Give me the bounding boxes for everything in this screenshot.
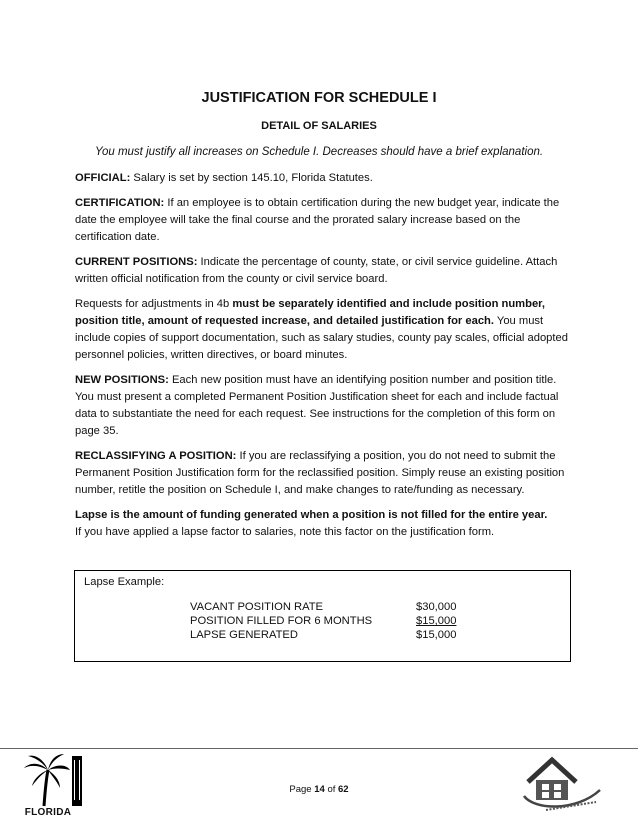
property-tax-logo: [516, 752, 606, 812]
new-positions-paragraph: [75, 372, 570, 440]
reclassifying-text: If you are reclassifying a position, you do not need to submit the Permanent Position Justification form for the reclassified position. Simply reuse an existing position number, retitle the position on Schedule I, and make changes to rate/funding as necessary.: [75, 450, 565, 496]
lapse-example-title: Lapse Example:: [84, 576, 165, 588]
certification-text: If an employee is to obtain certification during the new budget year, indicate the date the employee will take the final course and the prorated salary increase based on the certification date.: [75, 197, 560, 243]
house-icon: [516, 752, 606, 812]
lapse-row-label: LAPSE GENERATED: [190, 629, 298, 641]
lapse-bold: Lapse is the amount of funding generated when a position is not filled for the entire year.: [75, 509, 548, 521]
footer-divider: [0, 748, 638, 749]
adjustments-text-before: Requests for adjustments in 4b: [75, 298, 233, 310]
current-positions-paragraph: [75, 254, 570, 288]
official-label: OFFICIAL:: [75, 172, 131, 184]
lapse-row-label: VACANT POSITION RATE: [190, 601, 324, 613]
lapse-row-value: $30,000: [416, 601, 457, 613]
page-subtitle: DETAIL OF SALARIES: [261, 120, 377, 132]
reclassifying-paragraph: [75, 448, 570, 499]
certification-paragraph: [75, 195, 570, 246]
page-current: 14: [314, 784, 325, 795]
lapse-example-box: [74, 570, 571, 662]
lapse-row: [190, 629, 520, 643]
lapse-row-value: $15,000: [416, 615, 457, 627]
adjustments-paragraph: [75, 296, 570, 364]
florida-logo-text: FLORIDA: [24, 807, 72, 818]
palm-tree-icon: [22, 752, 84, 808]
intro-instruction: You must justify all increases on Schedule I. Decreases should have a brief explanation.: [94, 146, 544, 158]
new-positions-label: NEW POSITIONS:: [75, 374, 169, 386]
adjustments-bold: must be separately identified and include position number, position title, amount of requested increase, and detailed justification for each.: [75, 298, 546, 327]
lapse-paragraph: [75, 507, 570, 541]
new-positions-text: Each new position must have an identifying position number and position title. You must present a completed Permanent Position Justification sheet for each and include factual data to substantiate the need for each request. See instructions for the completion of this form on page 35.: [75, 374, 559, 437]
adjustments-text-after: You must include copies of support documentation, such as salary studies, county pay scales, official adopted personnel policies, written directives, or board minutes.: [75, 315, 568, 361]
page-total: 62: [338, 784, 349, 795]
page-prefix: Page: [289, 784, 315, 795]
reclassifying-label: RECLASSIFYING A POSITION:: [75, 450, 237, 462]
official-text: Salary is set by section 145.10, Florida Statutes.: [130, 172, 373, 184]
official-paragraph: [75, 170, 570, 187]
lapse-row-value: $15,000: [416, 629, 457, 641]
lapse-row: [190, 615, 520, 629]
lapse-row: [190, 601, 520, 615]
lapse-text: If you have applied a lapse factor to salaries, note this factor on the justification form.: [75, 526, 495, 538]
current-positions-label: CURRENT POSITIONS:: [75, 256, 198, 268]
page-of: of: [324, 784, 339, 795]
page-title: JUSTIFICATION FOR SCHEDULE I: [201, 90, 437, 106]
lapse-row-label: POSITION FILLED FOR 6 MONTHS: [190, 615, 373, 627]
document-body: [75, 170, 570, 549]
certification-label: CERTIFICATION:: [75, 197, 165, 209]
current-positions-text: Indicate the percentage of county, state, or civil service guideline. Attach written official notification from the county or civil service board.: [75, 256, 558, 285]
